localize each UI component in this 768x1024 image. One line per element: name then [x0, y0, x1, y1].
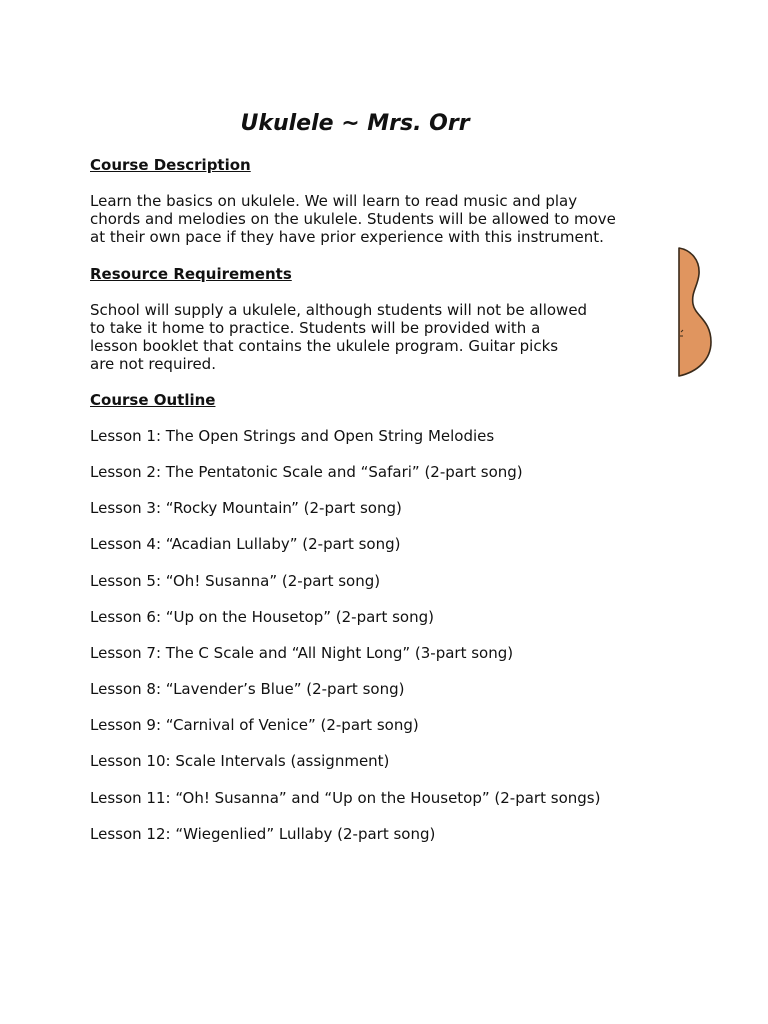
lesson-item: Lesson 3: “Rocky Mountain” (2-part song)	[90, 499, 402, 517]
lesson-item: Lesson 6: “Up on the Housetop” (2-part song)	[90, 608, 434, 626]
resource-requirements-line: lesson booklet that contains the ukulele program. Guitar picks	[90, 337, 559, 355]
page-title: Ukulele ~ Mrs. Orr	[240, 111, 470, 136]
course-description-text	[90, 192, 616, 246]
course-outline-heading: Course Outline	[90, 391, 216, 409]
resource-requirements-text	[90, 301, 587, 373]
course-description-line: chords and melodies on the ukulele. Students will be allowed to move	[90, 210, 616, 228]
lesson-item: Lesson 10: Scale Intervals (assignment)	[90, 752, 390, 770]
resource-requirements-line: are not required.	[90, 355, 216, 373]
lesson-item: Lesson 8: “Lavender’s Blue” (2-part song)	[90, 680, 405, 698]
lesson-item: Lesson 5: “Oh! Susanna” (2-part song)	[90, 572, 381, 590]
resource-requirements-line: School will supply a ukulele, although students will not be allowed	[90, 301, 588, 319]
lesson-item: Lesson 12: “Wiegenlied” Lullaby (2-part song)	[90, 825, 436, 843]
lesson-item: Lesson 11: “Oh! Susanna” and “Up on the Housetop” (2-part songs)	[90, 789, 601, 807]
resource-requirements-heading: Resource Requirements	[90, 265, 292, 283]
lesson-item: Lesson 9: “Carnival of Venice” (2-part song)	[90, 716, 419, 734]
course-description-line: Learn the basics on ukulele. We will learn to read music and play	[90, 192, 578, 210]
resource-requirements-line: to take it home to practice. Students will be provided with a	[90, 319, 541, 337]
lesson-item: Lesson 4: “Acadian Lullaby” (2-part song)	[90, 535, 401, 553]
course-description-line: at their own pace if they have prior experience with this instrument.	[90, 228, 604, 246]
course-description-heading: Course Description	[90, 156, 251, 174]
lesson-item: Lesson 1: The Open Strings and Open String Melodies	[90, 427, 495, 445]
lesson-item: Lesson 7: The C Scale and “All Night Long” (3-part song)	[90, 644, 514, 662]
ukulele-body-icon	[675, 246, 715, 378]
lesson-item: Lesson 2: The Pentatonic Scale and “Safari” (2-part song)	[90, 463, 523, 481]
